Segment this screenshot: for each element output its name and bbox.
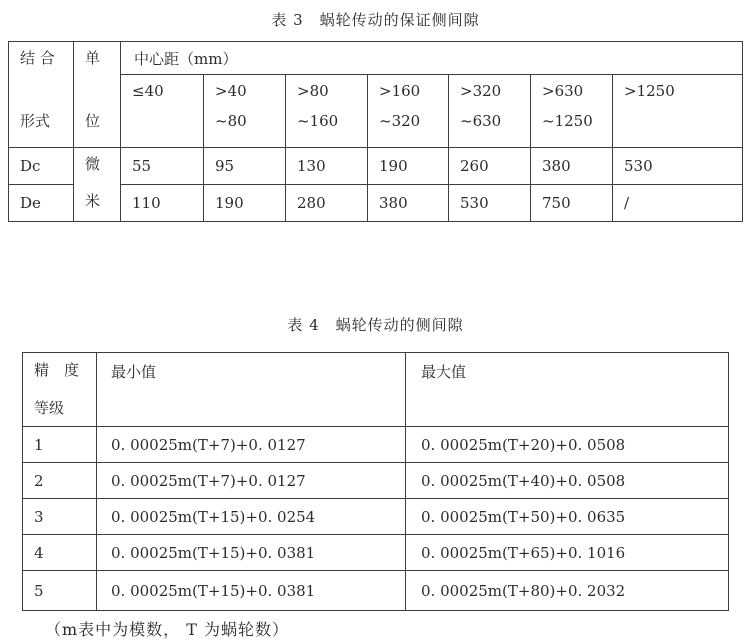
range-line1: >630 xyxy=(542,82,584,100)
table4-grade: 4 xyxy=(23,535,97,571)
range-line1: ≤40 xyxy=(132,82,164,100)
table3-value: 260 xyxy=(449,148,531,185)
table4-grade: 2 xyxy=(23,463,97,499)
range-line1: >80 xyxy=(297,82,329,100)
table3-value: 380 xyxy=(531,148,613,185)
table3-value: 55 xyxy=(121,148,204,185)
table3-value: / xyxy=(613,185,743,222)
footnote: （m表中为模数， T 为蜗轮数） xyxy=(45,620,290,639)
table4-row xyxy=(23,571,729,611)
table3-unit-header-line1: 单 xyxy=(85,49,101,67)
table4-row xyxy=(23,499,729,535)
table3-value: 190 xyxy=(204,185,286,222)
table4-max-formula: 0. 00025m(T+20)+0. 0508 xyxy=(406,427,729,463)
table4-min-formula: 0. 00025m(T+7)+0. 0127 xyxy=(97,427,406,463)
table4-max-header: 最大值 xyxy=(406,353,729,427)
table4-min-formula: 0. 00025m(T+15)+0. 0381 xyxy=(97,535,406,571)
table3-value: 280 xyxy=(286,185,368,222)
table4-row xyxy=(23,535,729,571)
table3-corner-line2: 形式 xyxy=(20,112,51,130)
range-line2: ~320 xyxy=(379,112,421,130)
table3-unit-header-line2: 位 xyxy=(85,112,101,130)
table4-header-row xyxy=(23,353,729,427)
range-line1: >40 xyxy=(215,82,247,100)
table3-range-cell xyxy=(613,75,743,148)
table3-value: 380 xyxy=(368,185,449,222)
table4-row xyxy=(23,427,729,463)
table4-grade: 5 xyxy=(23,571,97,611)
table4-title: 表 4 蜗轮传动的侧间隙 xyxy=(287,316,464,334)
table3-value: 110 xyxy=(121,185,204,222)
table3-unit-header-cell xyxy=(74,42,121,148)
table3-unit-line2: 米 xyxy=(85,192,101,210)
table4-min-formula: 0. 00025m(T+15)+0. 0381 xyxy=(97,571,406,611)
table4-grade-header-line1: 精 度 xyxy=(34,361,80,379)
table3-unit-value-cell xyxy=(74,148,121,222)
range-line2 xyxy=(624,111,740,131)
table3-corner-cell xyxy=(9,42,74,148)
range-line1: >1250 xyxy=(624,82,675,100)
table4 xyxy=(22,352,729,611)
table4-max-formula: 0. 00025m(T+50)+0. 0635 xyxy=(406,499,729,535)
range-line1: >160 xyxy=(379,82,421,100)
table4-row xyxy=(23,463,729,499)
table3-row-label: De xyxy=(9,185,74,222)
table3-value: 95 xyxy=(204,148,286,185)
table3-range-cell xyxy=(121,75,204,148)
table4-grade-header-cell xyxy=(23,353,97,427)
table4-min-formula: 0. 00025m(T+15)+0. 0254 xyxy=(97,499,406,535)
table3-value: 530 xyxy=(613,148,743,185)
range-line2: ~80 xyxy=(215,112,247,130)
table3-range-cell xyxy=(204,75,286,148)
table4-grade: 3 xyxy=(23,499,97,535)
table3-value: 130 xyxy=(286,148,368,185)
table4-max-formula: 0. 00025m(T+65)+0. 1016 xyxy=(406,535,729,571)
table4-max-formula: 0. 00025m(T+80)+0. 2032 xyxy=(406,571,729,611)
table4-max-formula: 0. 00025m(T+40)+0. 0508 xyxy=(406,463,729,499)
table3-range-cell xyxy=(368,75,449,148)
table4-grade-header-line2: 等级 xyxy=(34,399,65,417)
table4-min-header: 最小值 xyxy=(97,353,406,427)
range-line1: >320 xyxy=(460,82,502,100)
table3-row-dc xyxy=(9,148,743,185)
table3-value: 190 xyxy=(368,148,449,185)
table3-center-distance-header: 中心距（mm） xyxy=(121,42,743,75)
table3-corner-line1: 结 合 xyxy=(20,49,55,67)
table3-range-cell xyxy=(531,75,613,148)
table3-range-cell xyxy=(286,75,368,148)
table3-value: 530 xyxy=(449,185,531,222)
range-line2 xyxy=(132,111,201,131)
table3-value: 750 xyxy=(531,185,613,222)
range-line2: ~630 xyxy=(460,112,502,130)
table4-grade: 1 xyxy=(23,427,97,463)
table3-range-cell xyxy=(449,75,531,148)
table3-title: 表 3 蜗轮传动的保证侧间隙 xyxy=(271,11,480,29)
range-line2: ~160 xyxy=(297,112,339,130)
table3-header-row-1 xyxy=(9,42,743,75)
range-line2: ~1250 xyxy=(542,112,593,130)
table4-min-formula: 0. 00025m(T+7)+0. 0127 xyxy=(97,463,406,499)
table3-row-label: Dc xyxy=(9,148,74,185)
table3-unit-line1: 微 xyxy=(85,155,101,173)
table3 xyxy=(8,41,743,222)
